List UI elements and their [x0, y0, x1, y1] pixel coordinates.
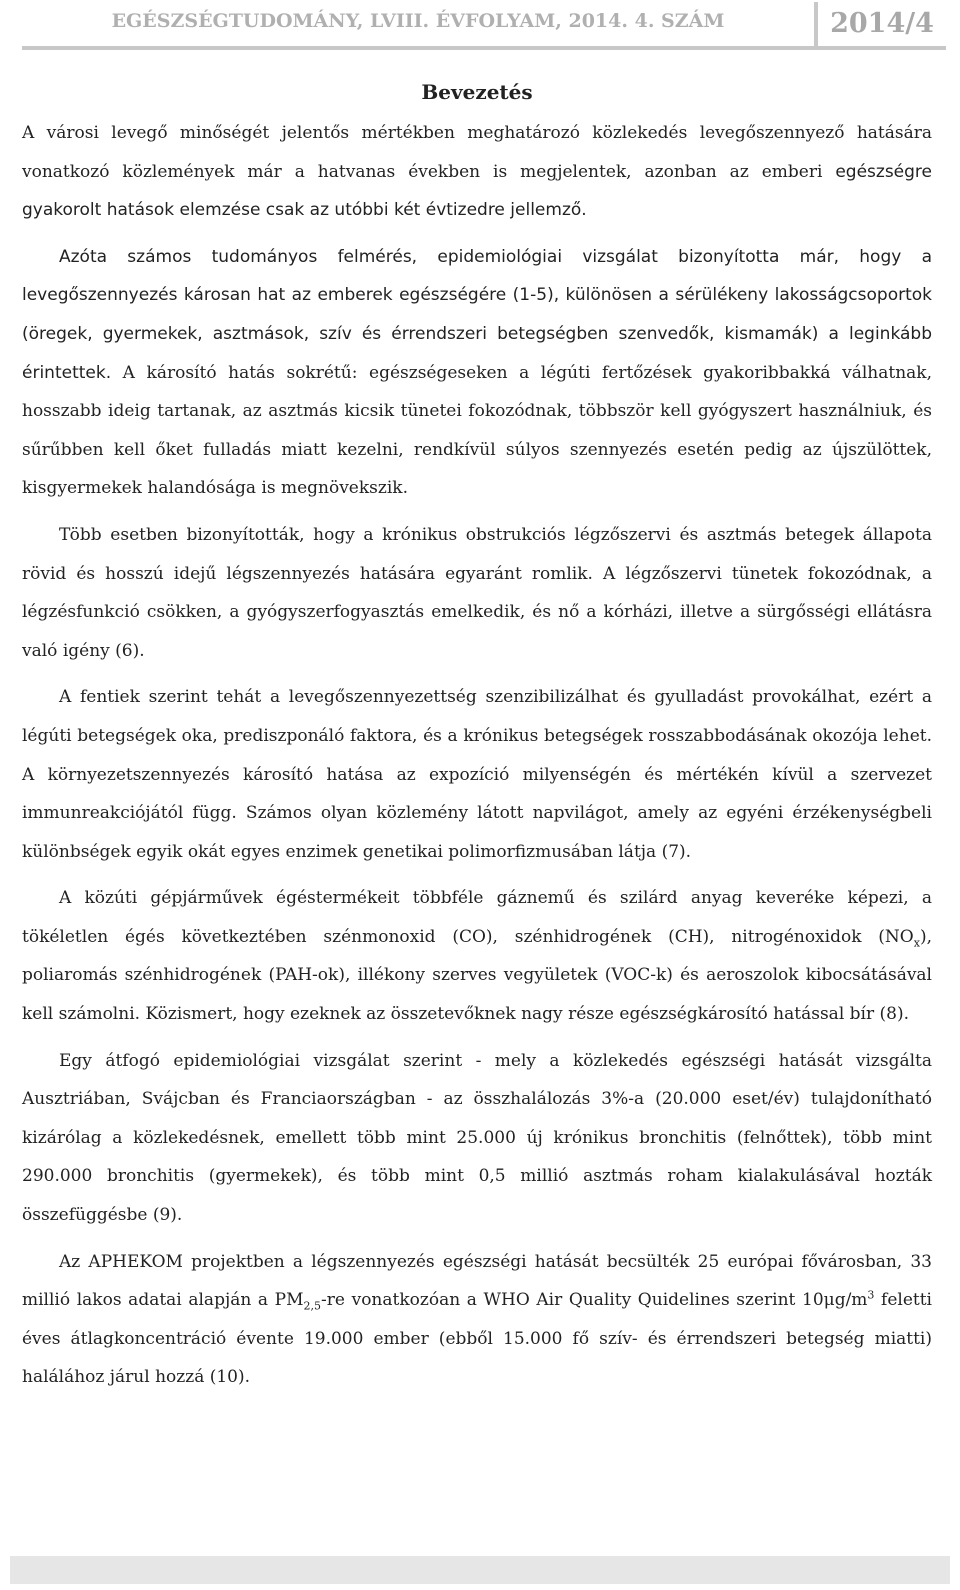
issue-number: 2014/4 [814, 2, 946, 46]
page-header [22, 2, 946, 50]
paragraph-6: Egy átfogó epidemiológiai vizsgálat szerint - mely a közlekedés egészségi hatását vizsgálta Ausztriában, Svájcban és Franciaországban - az összhalálozás 3%-a (20.000 eset/év) tulajdonítható kizárólag a közlekedésnek, emellett több mint 25.000 új krónikus bronchitis (felnőttek), több mint 290.000 bronchitis (gyermekek), és több mint 0,5 millió asztmás roham kialakulásával hozták összefüggésbe (9). [22, 1050, 932, 1226]
subscript-pm: 2,5 [303, 1299, 322, 1313]
paragraph-1-text: A városi levegő minőségét jelentős mértékben meghatározó közlekedés levegőszennyező hatására vonatkozó közlemények már a hatvanas években is megjelentek, azonban az emberi [22, 123, 932, 182]
paragraph-5 [22, 879, 932, 1033]
section-heading: Bevezetés [421, 80, 533, 104]
superscript-cube: 3 [867, 1288, 875, 1302]
page-footer-bar [10, 1556, 950, 1584]
paragraph-7-text-end: feletti éves átlagkoncentráció évente 19.000 ember (ebből 15.000 fő szív- és érrendszeri betegség miatti) halálához járul hozzá (10). [22, 1290, 932, 1388]
paragraph-7-text: Az APHEKOM projektben a légszennyezés egészségi hatását becsülték 25 európai fővárosban, 33 millió lakos adatai alapján a PM [22, 1251, 932, 1311]
paragraph-2 [22, 238, 932, 508]
paragraph-5-text: A közúti gépjárművek égéstermékeit többféle gáznemű és szilárd anyag keveréke képezi, a tökéletlen égés következtében szénmonoxid (CO), szénhidrogének (CH), nitrogénoxidok (NO [22, 888, 932, 947]
subscript-x: x [913, 936, 920, 950]
paragraph-7 [22, 1243, 932, 1397]
article-body [22, 76, 932, 1405]
paragraph-1 [22, 114, 932, 230]
paragraph-1-text-end: egészségre gyakorolt hatások elemzése csak az utóbbi két évtizedre jellemző. [22, 161, 932, 221]
paragraph-2-text-end: A károsító hatás sokrétű: egészségeseken a légúti fertőzések gyakoribbakká válhatnak, hosszabb ideig tartanak, az asztmás kicsik tünetei fokozódnak, többször kell gyógyszert használniuk, és sűrűbben kell őket fulladás miatt kezelni, rendkívül súlyos szennyezés esetén pedig az újszülöttek, kisgyermekek halandósága is megnövekszik. [22, 362, 932, 499]
paragraph-3: Több esetben bizonyították, hogy a krónikus obstrukciós légzőszervi és asztmás betegek állapota rövid és hosszú idejű légszennyezés hatására egyaránt romlik. A légzőszervi tünetek fokozódnak, a légzésfunkció csökken, a gyógyszerfogyasztás emelkedik, és nő a kórházi, illetve a sürgősségi ellátásra való igény (6). [22, 524, 932, 661]
paragraph-2-text: Azóta számos tudományos felmérés, epidemiológiai vizsgálat bizonyította már, hogy a levegőszennyezés károsan hat az emberek egészségére (1-5), különösen a sérülékeny lakosságcsoportok (öregek, gyermekek, asztmások, szív és érrendszeri betegségben szenvedők, kismamák) a leginkább érintettek. [22, 246, 932, 383]
paragraph-4: A fentiek szerint tehát a levegőszennyezettség szenzibilizálhat és gyulladást provokálhat, ezért a légúti betegségek oka, prediszponáló faktora, és a krónikus betegségek rosszabbodásának okozója lehet. A környezetszennyezés károsító hatása az expozíció milyenségén és mértékén kívül a szervezet immunreakciójától függ. Számos olyan közlemény látott napvilágot, amely az egyéni érzékenységbeli különbségek egyik okát egyes enzimek genetikai polimorfizmusában látja (7). [22, 687, 932, 862]
paragraph-7-text-mid: -re vonatkozóan a WHO Air Quality Quidelines szerint 10μg/m [321, 1290, 868, 1311]
journal-title: EGÉSZSÉGTUDOMÁNY, LVIII. ÉVFOLYAM, 2014. 4. SZÁM [111, 10, 725, 32]
paragraph-5-text-end: ), poliaromás szénhidrogének (PAH-ok), illékony szerves vegyületek (VOC-k) és aeroszolok kibocsátásával kell számolni. Közismert, hogy ezeknek az összetevőknek nagy része egészségkárosító hatással bír (8). [22, 926, 932, 1025]
